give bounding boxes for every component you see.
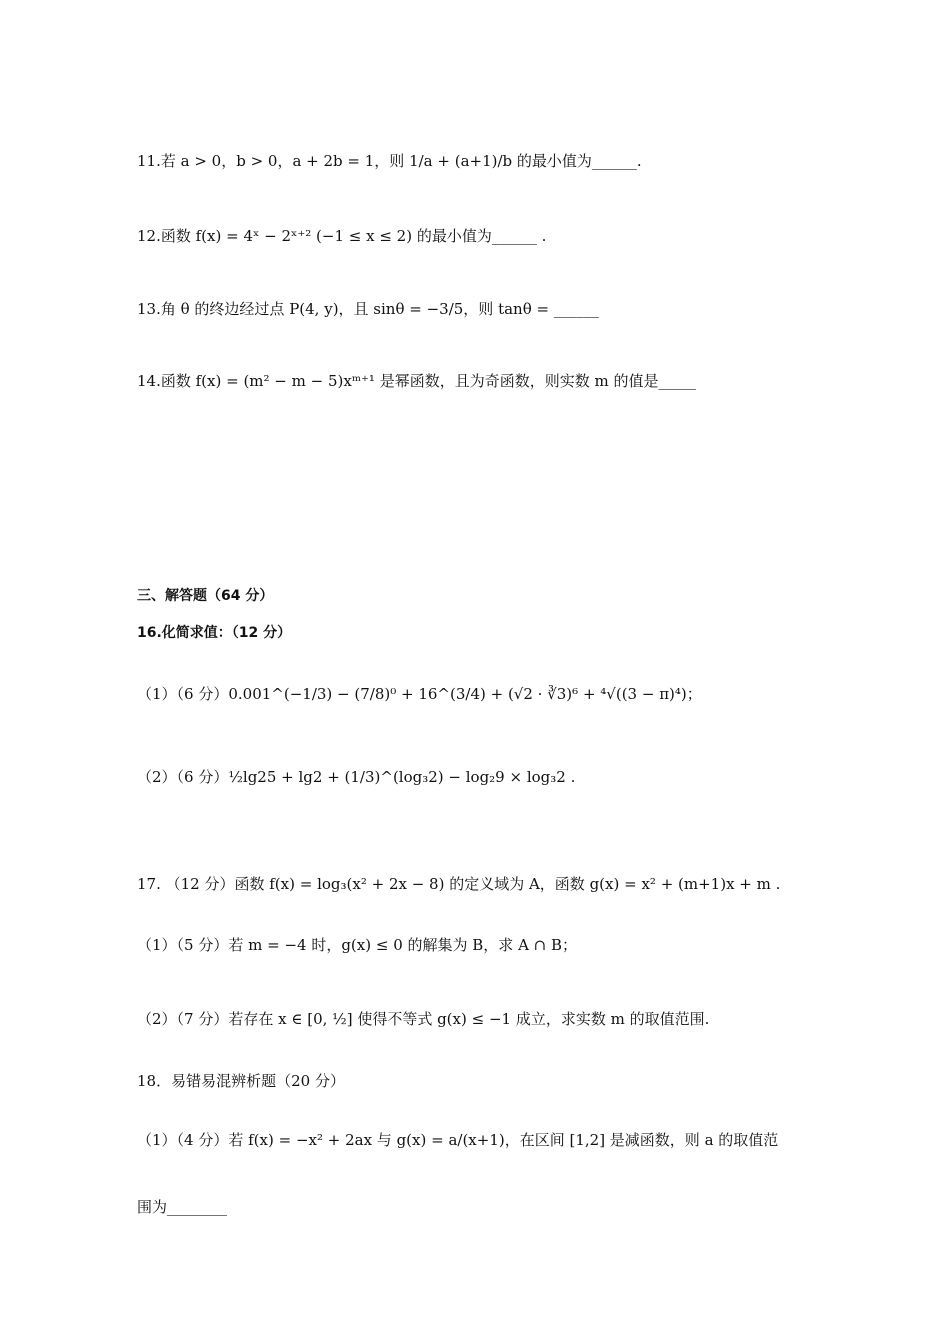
question-17-part-2: （2）（7 分）若存在 x ∈ [0, ½] 使得不等式 g(x) ≤ −1 成立，求实数 m 的取值范围. <box>137 1010 710 1028</box>
question-18-part-1-continued: 围为________ <box>137 1198 228 1216</box>
question-16-part-1: （1）（6 分）0.001^(−1/3) − (7/8)⁰ + 16^(3/4) + (√2 · ∛3)⁶ + ⁴√((3 − π)⁴)； <box>137 685 702 703</box>
question-18-stem: 18．易错易混辨析题（20 分） <box>137 1072 345 1090</box>
question-13: 13.角 θ 的终边经过点 P(4, y)，且 sinθ = −3/5，则 tanθ = ______ <box>137 300 599 318</box>
question-16-part-2: （2）（6 分）½lg25 + lg2 + (1/3)^(log₃2) − log₂9 × log₃2 . <box>137 768 576 786</box>
question-14: 14.函数 f(x) = (m² − m − 5)xᵐ⁺¹ 是幂函数，且为奇函数，则实数 m 的值是_____ <box>137 372 696 390</box>
question-11: 11.若 a > 0，b > 0，a + 2b = 1，则 1/a + (a+1)/b 的最小值为______. <box>137 152 642 170</box>
question-17-stem: 17. （12 分）函数 f(x) = log₃(x² + 2x − 8) 的定义域为 A，函数 g(x) = x² + (m+1)x + m . <box>137 875 781 893</box>
question-16-title: 16.化简求值：（12 分） <box>137 625 292 641</box>
question-17-part-1: （1）（5 分）若 m = −4 时，g(x) ≤ 0 的解集为 B，求 A ∩ B； <box>137 936 578 954</box>
question-12: 12.函数 f(x) = 4ˣ − 2ˣ⁺² (−1 ≤ x ≤ 2) 的最小值为______ . <box>137 227 547 245</box>
section-title: 三、解答题（64 分） <box>137 588 274 604</box>
question-18-part-1: （1）（4 分）若 f(x) = −x² + 2ax 与 g(x) = a/(x+1)，在区间 [1,2] 是减函数，则 a 的取值范 <box>137 1131 779 1149</box>
